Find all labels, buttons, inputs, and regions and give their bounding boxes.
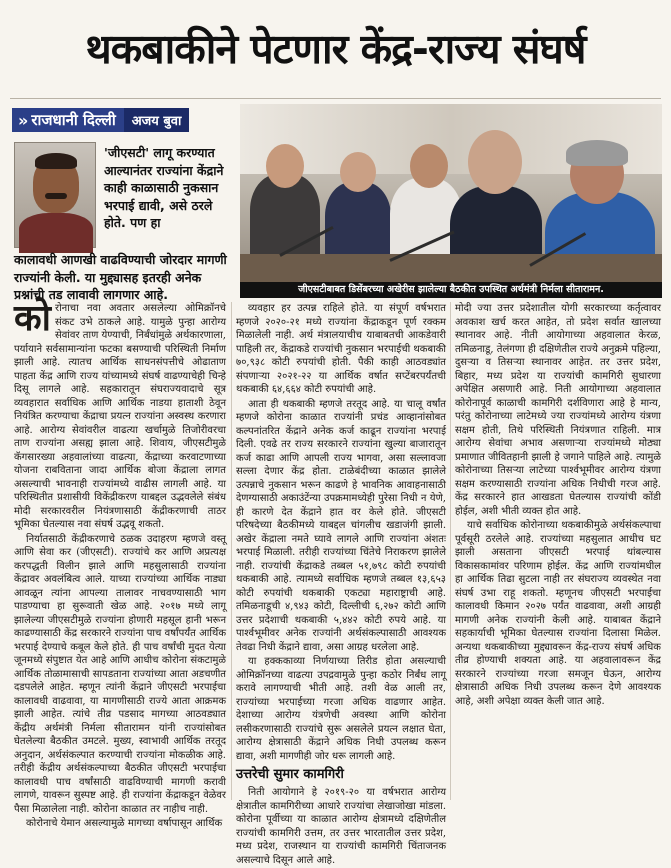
- article-column-1: [14, 298, 226, 832]
- chevron-right-icon: »: [18, 110, 26, 130]
- subheading: उत्तरेची सुमार कामगिरी: [236, 767, 344, 782]
- paragraph: निती आयोगाने हे २०१९-२० या वर्षभरात आरोग्य क्षेत्रातील कामगिरीच्या आधारे राज्यांचा लेखाजोखा मांडला. कोरोना पूर्वीच्या या काळात आरोग्य क्षेत्रामध्ये दक्षिणेतील राज्यांची कामगिरी उत्तम, तर उत्तर भारतातील उत्तर प्रदेश, मध्य प्रदेश, राजस्थान या राज्यांची कामगिरी चिंताजनक असल्याचे दिसून आले आहे.: [236, 787, 446, 866]
- paragraph: याचे सर्वाधिक कोरोनाच्या थकबाकीमुळे अर्थसंकल्पाचा पूर्वसूरी ठरलेले आहे. राज्यांच्या महसुलात आधीच घट झाली असताना जीएसटी भरपाई थांबल्यास विकासकामांवर परिणाम होईल. केंद्र आणि राज्यांमधील हा आर्थिक तिढा सुटला नाही तर संघराज्य व्यवस्थेत नवा संघर्ष उभा राहू शकतो. म्हणूनच जीएसटी भरपाईचा कालावधी किमान २०२७ पर्यंत वाढवावा, अशी आग्रही मागणी अनेक राज्यांनी केली आहे. याबाबत केंद्राने सहकार्याची भूमिका घेतल्यास राज्यांना दिलासा मिळेल. अन्यथा थकबाकीच्या मुद्द्यावरून केंद्र-राज्य संघर्ष अधिक तीव्र होण्याची शक्यता आहे. या अहवालावरून केंद्र सरकारने राज्यांच्या गरजा समजून घेऊन, आरोग्य क्षेत्रासाठी अधिक निधी उपलब्ध करून देणे आवश्यक आहे, अशी अपेक्षा व्यक्त केली जात आहे.: [455, 520, 661, 707]
- column-tag: [12, 108, 227, 132]
- paragraph: कोरोनाचा नवा अवतार असलेल्या ओमिक्रॉनचे संकट उभे ठाकले आहे. यामुळे पुन्हा आरोग्य सेवांवर ताण येण्याची, निर्बंधांमुळे अर्थकारणाला, पर्यायाने सर्वसामान्यांना फटका बसण्याची परिस्थिती निर्माण झाली आहे. त्यातच आर्थिक साधनसंपत्तीचे ओढाताण पाहता केंद्र आणि राज्य यांच्यामध्ये संघर्ष वाढण्याचेही चिन्हे दिसू लागले आहे. सहकारातून संघराज्यवादाचे सूत्र व्यवहारात सर्वाधिक आणि आर्थिक नाडया हाताशी ठेवून नियंत्रित करण्याचा केंद्राचा प्रयत्न राज्यांना अस्वस्थ करणारा आहे. आरोग्य सेवांवरील वाढत्या खर्चामुळे तिजोरीवरचा ताण राज्यांना असह्य झाला आहे. शिवाय, जीएसटीमुळे कॅगसारख्या अहवालांच्या वाढत्या, केंद्राच्या करवाटणाच्या योजना राबविताना जादा आर्थिक बोजा केंद्राला लागत असल्याची भावनाही राज्यांमध्ये वाढीस लागली आहे. या परिस्थितीत प्रशासीयी विकेंद्रीकरण याबद्दल उद्भवलेले संबंध मोदी सरकारवरील नियंत्रणासाठी केंद्रीकरणाची ताठर भूमिका घेतल्यास नवा संघर्ष उद्भवू शकतो.: [14, 298, 226, 530]
- article-column-3: [455, 302, 661, 709]
- headline-rule: [10, 98, 661, 99]
- column-name: राजधानी दिल्ली: [31, 111, 116, 129]
- paragraph: आता ही थकबाकी म्हणजे तरतूद आहे. या चालू वर्षांत म्हणजे कोरोना काळात राज्यांनी प्रचंड आव्हानांसोबत कल्पनांतरित केंद्राने अनेक कर्ज काढून राज्यांना भरपाई दिली. एवढे तर राज्य सरकारने राज्यांना खुल्या बाजारातून कर्ज काढा आणि आपली राज्य भागवा, असा सल्लावजा सल्ला देणार केंद्र होता. टाळेबंदीच्या काळात झालेले उत्पन्नाचे नुकसान भरून काढणे हे भावनिक आवाहनासाठी देणग्यासाठी अकाउंटेंन्या उपक्रमामध्येही पुरेसा निधी न येणे, ही कारणे देत केंद्राने हात वर केले होते. जीएसटी परिषदेच्या बैठकीमध्ये याबद्दल चांगलीच खडाजंगी झाली. अखेर केंद्राला नमते घ्यावे लागले आणि राज्यांना अंशतः भरपाई मिळाली. तरीही राज्यांच्या चिंतेचे निराकरण झालेले नाही. राज्यांची केंद्राकडे तब्बल ५१,७९८ कोटी रुपयांची थकबाकी आहे. त्यामध्ये सर्वाधिक म्हणजे तब्बल १३,६५३ कोटी रुपयांची थकबाकी एकट्या महाराष्ट्राची आहे. तमिळनाडूची ४,९४३ कोटी, दिल्लीची ६,२७२ कोटी आणि उत्तर प्रदेशाची थकबाकी ५,४४२ कोटी रुपये आहे. या पार्श्वभूमीवर अनेक राज्यांनी अर्थसंकल्पासाठी आवश्यक तेवढा निधी केंद्राने द्यावा, असा आग्रह धरलेला आहे.: [236, 398, 446, 653]
- column-divider: [450, 302, 451, 800]
- column-divider: [231, 302, 232, 800]
- intro-lead: 'जीएसटी' लागू करण्यात आल्यानंतर राज्यांना केंद्राने काही काळासाठी नुकसान भरपाई द्यावी, असे ठरले होते. पण हा: [104, 145, 224, 230]
- column-tag-label-box: [12, 108, 124, 132]
- intro-rest: कालावधी आणखी वाढविण्याची जोरदार मागणी राज्यांनी केली. या मुद्द्यासह इतरही अनेक प्रश्नांची तड लावावी लागणार आहे.: [14, 252, 227, 302]
- photo-caption: जीएसटीबाबत डिसेंबरच्या अखेरीस झालेल्या बैठकीत उपस्थित अर्थमंत्री निर्मला सीतारामन.: [240, 282, 662, 298]
- drop-cap: को: [14, 298, 51, 339]
- author-name: अजय बुवा: [124, 108, 190, 132]
- paragraph: या हक्ककाव्या निर्णयाच्या तिरीड होता असल्याची ओमिक्रॉनच्या वाढत्या उपद्रवामुळे पुन्हा कठोर निर्बंध लागू करावे लागण्याची भीती आहे. तशी वेळ आली तर, राज्यांच्या भरपाईच्या गरजा अधिक वाढणार आहेत. देशाच्या आरोग्य यंत्रणेची अवस्था आणि कोरोना लसीकरणासाठी राज्यांचे सुरू असलेले प्रयत्न लक्षात घेता, आरोग्य क्षेत्रासाठी केंद्राने अधिक निधी उपलब्ध करून द्यावा, अशी मागणीही जोर धरू लागली आहे.: [236, 656, 446, 762]
- author-photo: [14, 142, 96, 248]
- meeting-photo: [240, 104, 662, 296]
- paragraph: कोरोनाचे येमान असल्यामुळे मागच्या वर्षापासून आर्थिक: [26, 818, 223, 829]
- article-column-2: [236, 302, 446, 868]
- headline: थकबाकीने पेटणार केंद्र-राज्य संघर्ष: [85, 25, 586, 73]
- paragraph: मोदी ज्या उत्तर प्रदेशातील योगी सरकारच्या कर्तृत्वावर अवकाश खर्च करत आहेत, तो प्रदेश सर्वात खालच्या स्थानावर आहे. नीती आयोगाच्या अहवालात केरळ, तमिळनाडू, तेलंगणा ही दक्षिणेतील राज्ये अनुक्रमे पहिल्या, दुसऱ्या व तिसऱ्या स्थानावर आहेत. तर उत्तर प्रदेश, बिहार, मध्य प्रदेश या राज्यांची कामगिरी सुधारणा अपेक्षित असणारी आहे. निती आयोगाच्या अहवालात कोरोनापूर्व काळाची कामगिरी दर्शविणारा आहे हे मान्य, परंतु कोरोनाच्या लाटेमध्ये ज्या राज्यांमध्ये आरोग्य यंत्रणा सक्षम होती, तिथे परिस्थिती नियंत्रणात राहिली. मात्र आरोग्य सेवांचा अभाव असणाऱ्या राज्यांमध्ये मोठ्या प्रमाणात जीवितहानी झाली हे जगाने पाहिले आहे. त्यामुळे कोरोनाच्या तिसऱ्या लाटेच्या पार्श्वभूमीवर आरोग्य यंत्रणा सक्षम करण्यासाठी राज्यांना अधिक निधीची गरज आहे. केंद्र सरकारने हात आखडता घेतल्यास राज्यांची कोंडी होईल, अशी भीती व्यक्त होत आहे.: [455, 303, 661, 517]
- paragraph: व्यवहार हर उत्पन्न राहिले होते. या संपूर्ण वर्षभरात म्हणजे २०२०-२१ मध्ये राज्यांना केंद्राकडून पूर्ण रक्कम मिळालेली नाही. अर्थ मंत्रालयाचीच याबाबतची आकडेवारी पाहिली तर, केंद्राकडे राज्यांची नुकसान भरपाईची थकबाकी ७०,९३८ कोटी रुपयांची होती. पैकी काही आठवड्यांत संपणाऱ्या २०२१-२२ या आर्थिक वर्षात सप्टेंबरपर्यंतची थकबाकी ६४,६६४ कोटी रुपयांची आहे.: [236, 303, 446, 395]
- paragraph: निर्यातसाठी केंद्रीकरणाचे ठळक उदाहरण म्हणजे वस्तू आणि सेवा कर (जीएसटी). राज्यांचे कर आणि अप्रत्यक्ष करपद्धती विलीन झाले आणि महसुलासाठी राज्यांना केंद्रावर अवलंबित्व आले. याच्या राज्यांच्या आर्थिक नाड्या आवळून त्यांना आपल्या तालावर नाचवण्यासाठी भाग पाडण्याचा हा सुरूवाती खेळ आहे. २०१७ मध्ये लागू झालेल्या जीएसटीमुळे राज्यांना होणारी महसूल हानी भरून काढण्यासाठी केंद्र सरकारने राज्यांना पाच वर्षांपर्यंत आर्थिक भरपाई देण्याचे कबूल केले होते. ही पाच वर्षांची मुदत येत्या जूनमध्ये संपुष्टात येत आहे आणि आधीच कोरोना संकटामुळे आर्थिक तोळामासाची सापडताना राज्यांच्या आता अडचणीत दडपलेले आहेत. म्हणून त्यांनी केंद्राने जीएसटी भरपाईचा कालावधी वाढवावा, या मागणीसाठी राज्ये आता आक्रमक झाली आहेत. त्यांचे तीव्र पडसाद मागच्या आठवड्यात केंद्रीय अर्थमंत्री निर्मला सीतारामन यांनी राज्यांसोबत घेतलेल्या बैठकीत उमटले. मुख्य, स्वाभावी आर्थिक तरतूद अनुदान, अर्थसंकल्पात करण्याची राज्यांना मोकळीक आहे. तरीही केंद्रीय अर्थसंकल्पाच्या बैठकीत जीएसटी भरपाईचा कालावधी पाच वर्षांसाठी वाढविण्याची मागणी करावी लागणे, यावरून सुस्पष्ट आहे. ही राज्यांना केंद्राकडून वेळेवर पैसा मिळालेला नाही. कोरोना काळात तर नाहीच नाही.: [14, 533, 226, 815]
